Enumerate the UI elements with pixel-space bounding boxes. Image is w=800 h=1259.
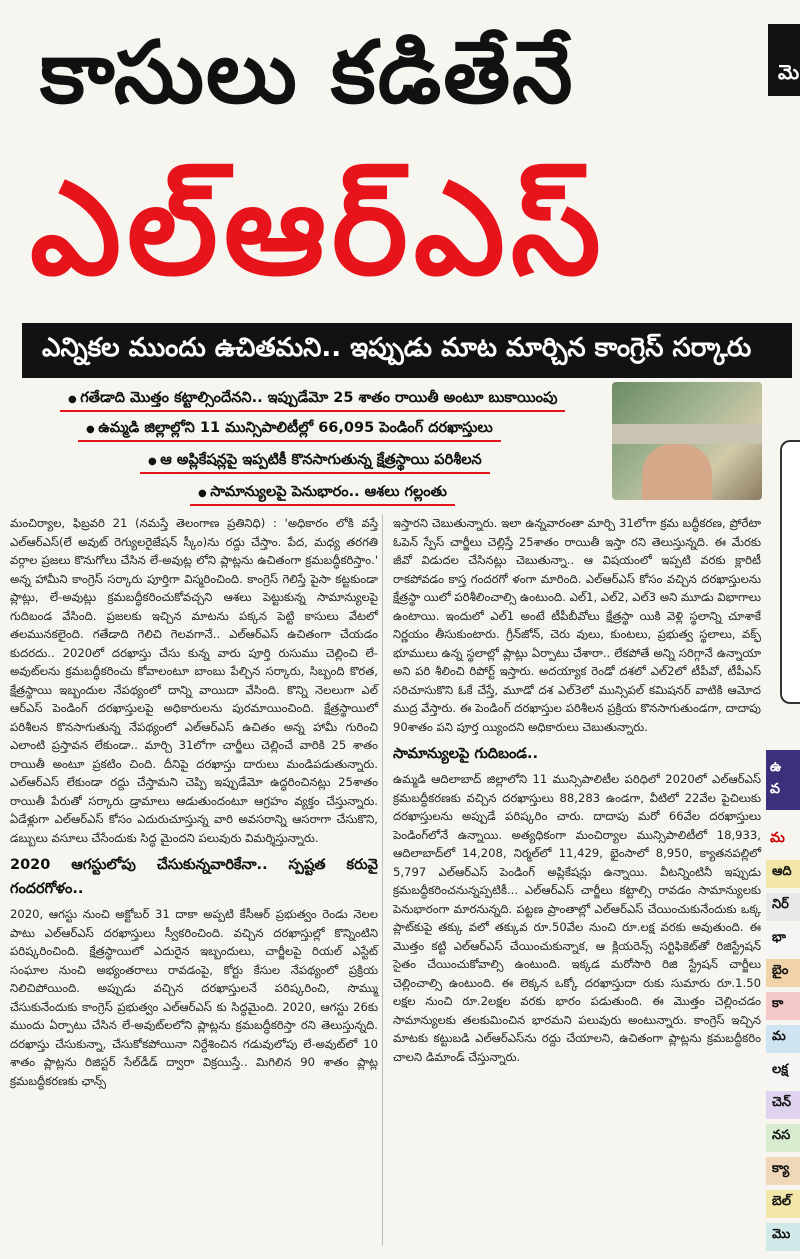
article-paragraph: ఉమ్మడి ఆదిలాబాద్‌ జిల్లాలోని 11 మున్సిపాలిటీల పరిధిలో 2020లో ఎల్‌ఆర్‌ఎస్‌ క్రమబద్ధీకరణకు వచ్చిన దరఖాస్తులు 88,283 ఉండగా, వీటిలో 22వేల పైచిలుకు దరఖాస్తులను అప్పుడే పరిష్కరిం చారు. దాదాపు మరో 66వేల దరఖాస్తులు పెండింగ్‌లోనే ఉన్నాయి. అత్యధికంగా మంచిర్యాల మున్సిపాలిటీలో 18,933, ఆదిలాబాద్‌లో 14,208, నిర్మల్‌లో 11,429, భైంసాలో 8,950, క్యాతనపల్లిలో 5,797 ఎల్‌ఆర్‌ఎస్‌ పెండింగ్‌ అప్లికేషన్లు ఉన్నాయి. వీటన్నింటినీ ఇప్పుడు క్రమబద్ధీకరించనున్నప్పటికీ... ఎల్‌ఆర్‌ఎస్‌ చార్జీలు కట్టాల్సి రావడం సామాన్యులకు పెనుభారంగా మారనున్నది. పట్టణ ప్రాంతాల్లో ఎల్‌ఆర్‌ఎస్‌ చేయించుకునేందుకు ఒక్క ప్లాట్‌కుపై తక్కు వలో తక్కువ రూ.50వేల నుంచి రూ.లక్ష వరకు అవుతుంది. ఈ మొత్తం కట్టి ఎల్‌ఆర్‌ఎస్‌ చేయించుకున్నాక, ఆ క్లియరెన్స్‌ సర్టిఫికెట్‌తో రిజిస్ట్రేషన్‌ సైతం చేయించుకోవాల్సి ఉంటుంది. ఇక్కడ మరోసారి రిజి స్ట్రేషన్‌ చార్జీలు చెల్లించాల్సి ఉంటుంది. ఈ లెక్కన ఒక్కో దరఖాస్తుదా రుకు సుమారు రూ.1.50 లక్షల నుంచి రూ.2లక్షల వరకు భారం పడుతుంది. ఈ మొత్తం చెల్లించడం సామాన్యులకు తలకుమించిన భారమని పలువురు అంటున్నారు. కాంగ్రెస్‌ ఇచ్చిన మాటకు కట్టుబడి ఎల్‌ఆర్‌ఎస్‌ను రద్దు చేయాలని, ఉచితంగా ప్లాట్లను క్రమబద్ధీకరిం చాలని డిమాండ్‌ చేస్తున్నారు.	[393, 772, 761, 1064]
adjacent-table-title: మ	[770, 830, 785, 846]
article-paragraph: 2020, ఆగస్టు నుంచి అక్టోబర్‌ 31 దాకా అప్పటి కేసీఆర్‌ ప్రభుత్వం రెండు నెలల పాటు ఎల్‌ఆర్‌ఎస్‌ దరఖాస్తులు స్వీకరించింది. వచ్చిన దరఖాస్తుల్లో కొన్నింటిని పరిష్కరించింది. క్షేత్రస్థాయిలో ఎదురైన ఇబ్బందులు, చార్జీలపై రియల్‌ ఎస్టేట్‌ సంఘాల నుంచి అభ్యంతరాలు రావడంపై, కోర్టు కేసుల నేపథ్యంలో ప్రక్రియ నిలిచిపోయింది. అప్పుడు వచ్చిన దరఖాస్తులనే పరిష్కరించి, సొమ్ము చేసుకునేందుకు కాంగ్రెస్‌ ప్రభుత్వం ఎల్‌ఆర్‌ఎస్‌ కు సిద్ధమైంది. 2020, ఆగస్టు 26కు ముందు ఏర్పాటు చేసిన లే-అవుట్‌లలోని ప్లాట్లను క్రమబద్ధీకరిస్తా రని తెలుస్తున్నది. దరఖాస్తు చేసుకున్నా, చేసుకోకపోయినా నిర్దేశించిన గడువులోపు లే-అవుట్‌లో 10 శాతం ప్లాట్లను రిజిస్టర్‌ సేల్‌డీడ్‌ ద్వారా విక్రయిస్తే.. మిగిలిన 90 శాతం ప్లాట్ల క్రమబద్ధీకరణకు ఛాన్స్‌	[10, 907, 378, 1088]
highlight-bullet-3: ● ఆ అప్లికేషన్లపై ఇప్పటికీ కొనసాగుతున్న క్షేత్రస్థాయి పరిశీలన	[140, 452, 490, 474]
side-top-label: మె	[778, 60, 800, 84]
article-paragraph: మంచిర్యాల, ఫిబ్రవరి 21 (నమస్తే తెలంగాణ ప్రతినిధి) : 'అధికారం లోకి వస్తే ఎల్‌ఆర్‌ఎస్‌(లే అవుట్‌ రెగ్యులరైజేషన్‌ స్కీం)ను రద్దు చేస్తాం. పేద, మధ్య తరగతి వర్గాల ప్రజలు కొనుగోలు చేసిన లే-అవుట్ల లోని ప్లాట్లను ఉచితంగా క్రమబద్ధీకరిస్తాం.' అన్న హామీని కాంగ్రెస్‌ సర్కారు పూర్తిగా విస్మరించింది. కాంగ్రెస్‌ గెలిస్తే పైసా కట్టకుండా ప్లాట్లు, లే-అవుట్లు క్రమబద్ధీకరించుకోవచ్చని ఆశలు పెట్టుకున్న సామాన్యులపై గుదిబండ వేసింది. ప్రజలకు ఇచ్చిన మాటను పక్కన పెట్టి కాసులు వేటలో తలమునకలైంది. గతేడాది గెలిచి గెలవగానే.. ఎల్‌ఆర్‌ఎస్‌ ఉచితంగా చేయడం కుదరదు.. 2020లో దరఖాస్తు చేసు కున్న వారు పూర్తి రుసుము చెల్లించి లే-అవుట్‌లను క్రమబద్ధీకరించు కోవాలంటూ బాంబు పేల్చిన సర్కారు, సిబ్బంది కొరత, క్షేత్రస్థాయి ఇబ్బందుల నేపథ్యంలో దాన్ని వాయిదా వేసింది. కొన్ని నెలలుగా ఎల్‌ ఆర్‌ఎస్‌ పెండింగ్‌ దరఖాస్తులపై అధికారులను పురమాయించింది. క్షేత్రస్థాయిలో పరిశీలన కొనసాగుతున్న నేపథ్యంలో ఎల్‌ఆర్‌ఎస్‌ ఉచితం అన్న హామీ గురించి ఎలాంటి ప్రస్తావన లేకుండా.. మార్చి 31లోగా చార్జీలు చెల్లించే వారికి 25 శాతం రాయితీ అంటూ ప్రకటిం చింది. దీనిపై దరఖాస్తు దారులు మండిపడుతున్నారు. ఎల్‌ఆర్‌ఎస్‌ లేకుండా రద్దు చేస్తామని చెప్పి ఇప్పుడేమో ఉద్ధరించినట్లు 25శాతం రాయితీ పేరుతో సర్కారు డ్రామాలు ఆడుతుందంటూ ఆగ్రహం వ్యక్తం చేస్తున్నారు. ఏడేళ్లుగా ఎల్‌ఆర్‌ఎస్‌ కోసం ఎదురుచూస్తున్న వారి అవసరాన్ని ఆసరాగా చేసుకొని, డబ్బులు వసూలు చేసేందుకు సిద్ధ మైందని పలువురు విమర్శిస్తున్నారు.	[10, 516, 378, 845]
adjacent-table-row: లక్ష	[766, 1058, 800, 1086]
purple-line-1: ఉ	[770, 759, 782, 775]
adjacent-table-row: బెల్	[766, 1190, 800, 1218]
adjacent-table-row: బైం	[766, 959, 800, 987]
adjacent-table-row: భా	[766, 926, 800, 954]
right-rail	[766, 380, 800, 1259]
adjacent-table-row: కా	[766, 992, 800, 1020]
banner-text: ఎన్నికల ముందు ఉచితమని.. ఇప్పుడు మాట మార్చిన కాంగ్రెస్‌ సర్కారు	[42, 333, 752, 363]
adjacent-table-row: నస	[766, 1124, 800, 1152]
highlight-bullet-4: ● సామాన్యులపై పెనుభారం.. ఆశలు గల్లంతు	[190, 484, 455, 506]
headline-line2: ఎల్‌ఆర్‌ఎస్‌	[30, 155, 607, 304]
article-paragraph: ఇస్తారని చెబుతున్నారు. ఇలా ఉన్నవారంతా మార్చి 31లోగా క్రమ బద్ధీకరణ, ప్రోరేటా ఓపెన్‌ స్పేస్‌ చార్జీలు చెల్లిస్తే 25శాతం రాయితీ ఇస్తా రని తెలుస్తున్నది. ఈ మేరకు జీవో విడుదల చేసినట్లు చెబుతున్నా.. ఆ విషయంలో ఇప్పటి వరకు క్లారిటీ రాకపోవడం కాస్త గందరగో ళంగా మారింది. ఎల్‌ఆర్‌ఎస్‌ కోసం వచ్చిన దరఖాస్తులను క్షేత్రస్థా యిలో పరిశీలించాల్సి ఉంటుంది. ఎల్‌1, ఎల్‌2, ఎల్‌3 అని మూడు విభాగాలు ఉంటాయి. ఇందులో ఎల్‌1 అంటే టీపీబీవోలు క్షేత్రస్థా యికి వెళ్లి స్థలాన్ని చూశాకే నిర్ణయం తీసుకుంటారు. గ్రీన్‌జోన్‌, చెరు వులు, కుంటలు, ప్రభుత్వ స్థలాలు, వక్ఫ్‌ భూములు ఉన్న స్థలాల్లో ప్లాట్లు ఏర్పాటు చేశారా.. లేకపోతే అన్ని సరిగ్గానే ఉన్నాయా అని పరి శీలించి రిపోర్ట్‌ ఇస్తారు. అదయ్యాక రెండో దశలో ఎల్‌2లో టీపీవో, టీపీఎస్‌ సరిచూసుకొని ఓకే చేస్తే, మూడో దశ ఎల్‌3లో మున్సిపల్‌ కమిషనర్‌ వాటికి ఆమోద ముద్ర వేస్తారు. ఈ పెండింగ్‌ దరఖాస్తుల పరిశీలన ప్రక్రియ కొనసాగుతుండగా, దాదాపు 90శాతం పని పూర్త య్యిందని అధికారులు చెబుతున్నారు.	[393, 516, 761, 734]
headline-line1: కాసులు కడితేనే	[40, 23, 575, 123]
article-subhead: 2020 ఆగస్టులోపు చేసుకున్నవారికేనా.. స్పష్టత కరువై గందరగోళం..	[10, 857, 378, 897]
purple-line-2: వ	[770, 781, 780, 797]
subheadline-banner	[22, 323, 792, 378]
article-subhead: సామాన్యులపై గుదిబండ..	[393, 746, 539, 762]
adjacent-photo-fragment	[780, 440, 800, 704]
column-divider	[382, 514, 383, 1246]
adjacent-table-row: మొ	[766, 1223, 800, 1251]
adjacent-purple-box	[766, 750, 800, 810]
adjacent-table-row: క్యా	[766, 1157, 800, 1185]
money-bundle-photo	[612, 382, 762, 500]
article-left-column	[10, 514, 378, 1090]
highlight-bullet-1: ● గతేడాది మొత్తం కట్టాల్సిందేనని.. ఇప్పుడేమో 25 శాతం రాయితీ అంటూ బుకాయింపు	[60, 390, 565, 412]
adjacent-table-row: మ	[766, 1025, 800, 1053]
adjacent-table-row: నిర్	[766, 893, 800, 921]
adjacent-table-row: ఆది	[766, 860, 800, 888]
side-top-box	[768, 24, 800, 96]
adjacent-table-row: చెన్	[766, 1091, 800, 1119]
money-band	[612, 424, 762, 444]
hand-shape	[642, 444, 712, 500]
article-right-column	[393, 514, 761, 1066]
highlight-bullet-2: ● ఉమ్మడి జిల్లాల్లోని 11 మున్సిపాలిటీల్లో 66,095 పెండింగ్‌ దరఖాస్తులు	[78, 420, 501, 442]
